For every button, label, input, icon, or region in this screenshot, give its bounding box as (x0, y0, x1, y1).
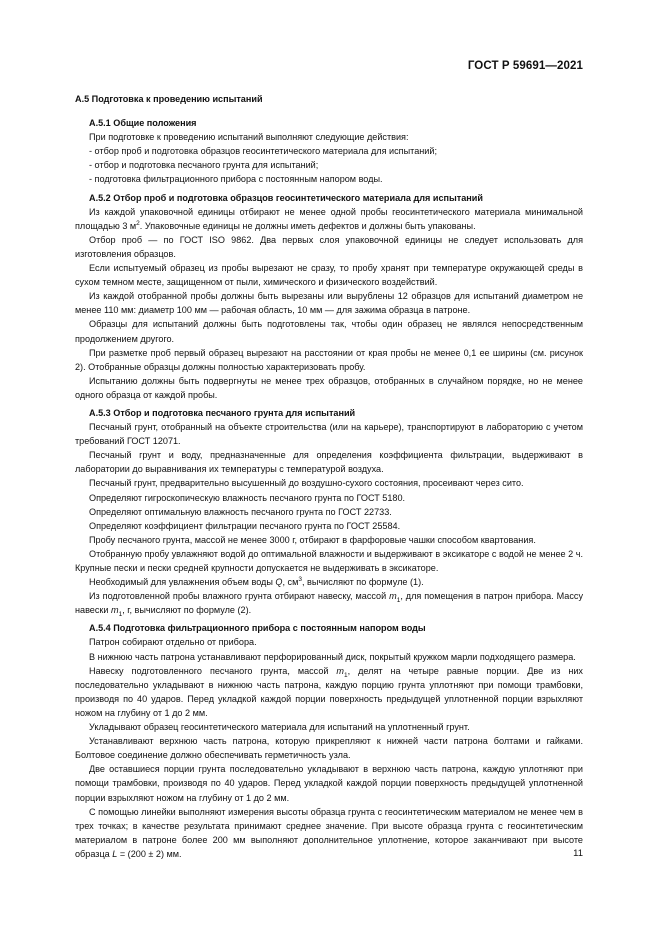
section-heading: А.5 Подготовка к проведению испытаний (75, 94, 263, 104)
paragraph: При разметке проб первый образец вырезают на расстоянии от края пробы не менее 0,1 ее ширины (см. рисунок 2). Отобранные образцы должны полностью характеризовать пробу. (75, 347, 583, 372)
paragraph: - подготовка фильтрационного прибора с постоянным напором воды. (89, 174, 383, 185)
paragraph: - отбор и подготовка песчаного грунта для испытаний; (89, 160, 319, 171)
paragraph: Две оставшиеся порции грунта последовательно укладывают в верхнюю часть патрона, каждую уплотняют при помощи трамбовки, производя по 40 ударов. Перед укладкой каждой порции поверхность предыдущей уплотненной порции взрыхляют ножом на глубину от 1 до 2 мм. (75, 764, 583, 803)
paragraph: В нижнюю часть патрона устанавливают перфорированный диск, покрытый кружком марли подходящего размера. (89, 651, 576, 662)
subsection-heading: А.5.1 Общие положения (89, 118, 197, 129)
paragraph: Песчаный грунт, отобранный на объекте строительства (или на карьере), транспортируют в лабораторию с учетом требований ГОСТ 12071. (75, 422, 583, 447)
subsection-heading: А.5.2 Отбор проб и подготовка образцов геосинтетического материала для испытаний (89, 192, 483, 203)
paragraph: Пробу песчаного грунта, массой не менее 3000 г, отбирают в фарфоровые чашки способом квартования. (89, 534, 536, 545)
paragraph: Из каждой отобранной пробы должны быть вырезаны или вырублены 12 образцов для испытаний диаметром не менее 110 мм: диаметр 100 мм — рабочая область, 10 мм — для зажима образца в патроне. (75, 291, 583, 316)
paragraph: Устанавливают верхнюю часть патрона, которую прикрепляют к нижней части патрона болтами и гайками. Болтовое соединение должно обеспечивать герметичность узла. (75, 736, 583, 761)
paragraph: Определяют гигроскопическую влажность песчаного грунта по ГОСТ 5180. (89, 492, 406, 503)
paragraph: Из подготовленной пробы влажного грунта отбирают навеску, массой $m_1$, для помещения в патрон прибора. Массу навески $m_1$, г, вычисляют по формуле (2). (75, 591, 583, 619)
paragraph: Песчаный грунт и воду, предназначенные для определения коэффициента фильтрации, выдерживают в лаборатории до выравнивания их температуры с температурой воздуха. (75, 450, 583, 475)
paragraph: При подготовке к проведению испытаний выполняют следующие действия: (89, 132, 409, 143)
paragraph: Патрон собирают отдельно от прибора. (89, 637, 257, 648)
paragraph: Отбор проб — по ГОСТ ISO 9862. Два первых слоя упаковочной единицы не следует использовать для изготовления образцов. (75, 234, 583, 259)
page-number: 11 (573, 848, 583, 859)
paragraph: Определяют оптимальную влажность песчаного грунта по ГОСТ 22733. (89, 506, 392, 517)
paragraph: Песчаный грунт, предварительно высушенный до воздушно-сухого состояния, просеивают через сито. (89, 478, 524, 489)
standard-header: ГОСТ Р 59691—2021 (467, 60, 583, 72)
spacer (75, 106, 583, 116)
paragraph: Определяют коэффициент фильтрации песчаного грунта по ГОСТ 25584. (89, 520, 401, 531)
paragraph: Укладывают образец геосинтетического материала для испытаний на уплотненный грунт. (89, 722, 470, 733)
paragraph: Навеску подготовленного песчаного грунта, массой $m_1$, делят на четыре равные порции. Две из них последовательно укладывают в нижнюю часть патрона, каждую порцию грунта уплотняют при помощи трамбовки, производя по 40 ударов. Перед укладкой каждой порции поверхность предыдущей уплотненной порции взрыхляют ножом на глубину от 1 до 2 мм. (75, 665, 583, 718)
paragraph: Образцы для испытаний должны быть подготовлены так, чтобы один образец не являлся непосредственным продолжением другого. (75, 319, 583, 344)
paragraph: Из каждой упаковочной единицы отбирают не менее одной пробы геосинтетического материала минимальной площадью 3 $м^2$. Упаковочные единицы не должны иметь дефектов и должны быть упакованы. (75, 206, 583, 231)
subsection-heading: А.5.3 Отбор и подготовка песчаного грунта для испытаний (89, 407, 356, 418)
document-body (75, 92, 583, 861)
paragraph: Испытанию должны быть подвергнуты не менее трех образцов, отобранных в случайном порядке, но не менее одного образца от каждой пробы. (75, 375, 583, 400)
paragraph: - отбор проб и подготовка образцов геосинтетического материала для испытаний; (89, 146, 437, 157)
subsection-heading: А.5.4 Подготовка фильтрационного прибора с постоянным напором воды (89, 623, 426, 634)
paragraph: Отобранную пробу увлажняют водой до оптимальной влажности и выдерживают в эксикаторе с водой не менее 2 ч. Крупные пески и пески средней крупности допускается не выдерживать в эксикаторе. (75, 548, 583, 573)
paragraph: Если испытуемый образец из пробы вырезают не сразу, то пробу хранят при температуре окружающей среды в сухом темном месте, защищенном от пыли, химического и физического воздействий. (75, 263, 583, 288)
paragraph: Необходимый для увлажнения объем воды Q, $см^3$, вычисляют по формуле (1). (89, 576, 424, 588)
paragraph: С помощью линейки выполняют измерения высоты образца грунта с геосинтетическим материалом не менее чем в трех точках; в качестве результата принимают среднее значение. При высоте образца грунта с геосинтетическим материалом в патроне более 200 мм выполняют дополнительное уплотнение, которое заканчивают при высоте образца L = (200 ± 2) мм. (75, 806, 583, 859)
